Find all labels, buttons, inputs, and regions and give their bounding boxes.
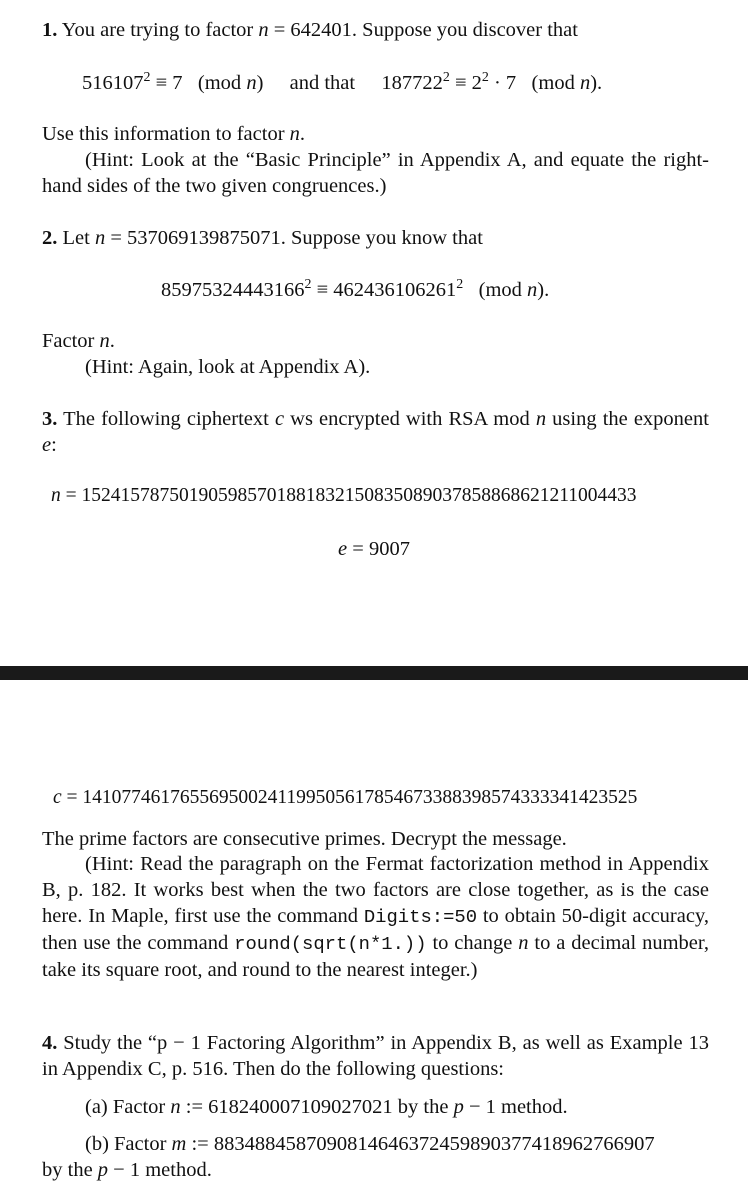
problem-4-intro: 4. Study the “p − 1 Factoring Algorithm” in Appendix B, as well as Example 13 in Appendix C, p. 516. Then do the following questions: (42, 1032, 709, 1080)
problem-1-number: 1. (42, 19, 58, 41)
problem-2-number: 2. (42, 227, 58, 249)
problem-2-intro: 2. Let n = 537069139875071. Suppose you know that (42, 227, 483, 249)
problem-1-congruences: $516107^2 \equiv 7$ (mod n) and that $187722^2 \equiv 2^2 \cdot 7$ (mod n). (82, 70, 603, 94)
problem-1-use: Use this information to factor n. (42, 123, 306, 145)
problem-2-congruence: $85975324443166^2 \equiv 462436106261^2$ (mod n). (161, 277, 550, 301)
problem-4-number: 4. (42, 1032, 58, 1054)
maple-round-command: round(sqrt(n*1.)) (234, 933, 427, 955)
maple-digits-command: Digits:=50 (363, 906, 478, 928)
problem-2-factor: Factor n. (42, 330, 115, 352)
problem-3-modulus: n = 152415787501905985701881832150835089037858868621211004433 (51, 485, 637, 506)
problem-1-intro: 1. You are trying to factor n = 642401. Suppose you discover that (42, 19, 578, 41)
problem-3-intro: 3. The following ciphertext c ws encrypted with RSA mod n using the exponent e: (42, 408, 709, 456)
problem-1-hint: (Hint: Look at the “Basic Principle” in Appendix A, and equate the right-hand sides of the two given congruences.) (42, 149, 709, 197)
problem-2-hint: (Hint: Again, look at Appendix A). (85, 356, 371, 378)
problem-4b: (b) Factor m := 883488458709081464637245989037741896276690​7 (85, 1133, 655, 1155)
section-divider (0, 666, 748, 680)
problem-3-ciphertext: c = 141077461765569500241199505617854673388398574333341423525 (53, 787, 638, 808)
problem-3-number: 3. (42, 408, 58, 430)
problem-4a: (a) Factor n := 618240007109027021 by the p − 1 method. (85, 1096, 568, 1118)
problem-3-exponent: e = 9007 (338, 538, 410, 560)
problem-4b-line2: by the p − 1 method. (42, 1159, 212, 1181)
problem-3-hint: (Hint: Read the paragraph on the Fermat factorization method in Appendix B, p. 182. It works best when the two factors are close together, as is the case here. In Maple, first use the command Digits:=50 to obtain 50-digit accuracy, then use the command round(sqrt(n*1.)) to change n to a decimal number, take its square root, and round to the nearest integer.) (42, 853, 709, 981)
problem-3-primes: The prime factors are consecutive primes. Decrypt the message. (42, 828, 567, 850)
